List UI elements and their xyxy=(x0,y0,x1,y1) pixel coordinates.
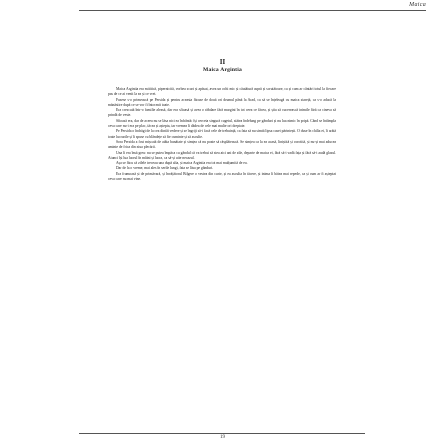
paragraph: Dar de la o vreme, mai ales în serile lungi, fata se lăsa pe gânduri. xyxy=(116,166,214,171)
chapter-title: Maica Argintia xyxy=(203,67,242,73)
paragraph: Sora Persida a fost mișcată de atâta bunătate și simțea că nu poate să răsplătească. Se simțea ca la ea acasă, liniștită și ocrotită, și nu-și mai aducea aminte de frica din ziua plecării. xyxy=(108,139,336,150)
paragraph: Pe Persida o îndrăgi de la cea dintâi vedere și se îngriji să-i facă cele de trebuință, ca fata să nu simtă lipsa casei părintești. O duse în chilia ei, îi arătă toate lucrurile și îi spuse cu blândețe să fie cuminte și să asculte. xyxy=(108,129,336,139)
paragraph: Sfioasă era, dar de aceea nu se lăsa nici ea înfrântă: își cerceta singură cugetul, stătea îndelung pe gânduri și nu lua nimic în pripă. Când se întâmpla ceva care nu-i era pe plac, tăcea și aștepta, iar vremea îi dădea de cele mai multe ori dreptate. xyxy=(108,118,336,129)
paragraph: Maica Argintia era mititică, pipernicită, vorbea scurt și apăsat, avea un ochi mic și căutătură aspră și scrutătoare, ca și cum ar cântări totul la fiecare pas de ce ai venit la ea și ce vrei. xyxy=(108,87,336,97)
body-text xyxy=(108,87,336,182)
paragraph: Era frumoasă și de primăvară, și învățătorul Bilgere o vestea din curte, și ea asculta în tăcere, și inima îi bătea mai repede, ca și cum ar fi așteptat ceva care nu mai vine. xyxy=(108,171,336,182)
header-rule xyxy=(79,10,426,11)
paragraph: Fusese s-o primească pe Persida și pentru aceasta făcuse de două ori drumul până la Arad, ca să se înțeleagă cu maica stareță, ca s-o aducă la mănăstire după ce se vor fi întocmit toate. xyxy=(108,97,336,107)
running-head: Maica xyxy=(409,2,426,8)
footer-rule xyxy=(79,433,365,434)
paragraph: Așa se făcu că zilele treceau una după alta, și maica Argintia era tot mai mulțumită de ea. xyxy=(116,161,248,166)
paragraph: Era crescută într-o familie aleasă, dar era sfioasă și avea o răbdare fără margini în tot ceea ce făcea, și știa să cucerească inimile fără ca cineva să prindă de veste. xyxy=(108,108,336,118)
paragraph: Una îi era însă greu: nu se putea împăca cu gândul că va trebui să stea aici ani de zile, departe de maica ei, fără să-i vadă fața și fără să-i audă glasul. Atunci își lua lucrul în mâini și lucra, ca să-și uite necazul. xyxy=(108,150,336,160)
chapter-number: II xyxy=(219,58,226,66)
page-number: 19 xyxy=(220,435,225,440)
